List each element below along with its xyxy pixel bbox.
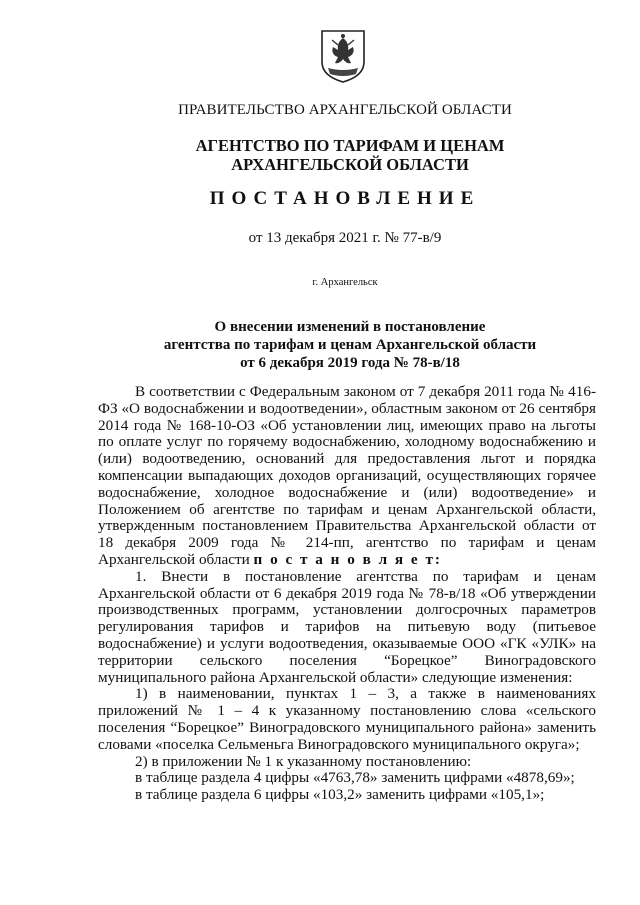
coat-of-arms-icon (318, 28, 368, 84)
item-1-2-paragraph: 2) в приложении № 1 к указанному постановлению: (135, 752, 472, 770)
document-date-number: от 13 декабря 2021 г. № 77-в/9 (248, 230, 442, 246)
preamble-text: В соответствии с Федеральным законом от 7 декабря 2011 года № 416-ФЗ «О водоснабжении и водоотведении», областным законом от 26 сентября 2014 года № 168-10-ОЗ «Об установлении лиц, имеющих право на льготы по оплате услуг по горячему водоснабжению, холодному водоснабжению и (или) водоотведению, оснований для предоставления льгот и порядка компенсации выпадающих доходов организаций, осуществляющих горячее водоснабжение, холодное водоснабжение и (или) водоотведение» и Положением об агентстве по тарифам и ценам Архангельской области, утвержденным постановлением Правительства Архангельской области от 18 декабря 2009 года № 214-пп, агентство по тарифам и ценам Архангельской области (98, 383, 596, 568)
document-subject (0, 318, 640, 372)
document-type: ПОСТАНОВЛЕНИЕ (209, 188, 481, 209)
item-1-paragraph: 1. Внести в постановление агентства по тарифам и ценам Архангельской области от 6 декабря 2019 года № 78-в/18 «Об утверждении производственных программ, установлении долгосрочных параметров регулирования тарифов и тарифов на питьевую воду (питьевое водоснабжение) и услуги водоотведения, оказываемые ООО «ГК «УЛК» на территории сельского поселения “Борецкое” Виноградовского муниципального района Архангельской области» следующие изменения: (98, 567, 596, 686)
item-1-2-a-paragraph: в таблице раздела 4 цифры «4763,78» заменить цифрами «4878,69»; (135, 769, 575, 787)
agency-name (0, 136, 640, 174)
agency-name-line: АРХАНГЕЛЬСКОЙ ОБЛАСТИ (231, 155, 469, 174)
subject-line: от 6 декабря 2019 года № 78-в/18 (240, 355, 460, 371)
subject-line: О внесении изменений в постановление (214, 319, 486, 335)
agency-name-line: АГЕНТСТВО ПО ТАРИФАМ И ЦЕНАМ (195, 136, 505, 155)
preamble-paragraph (98, 384, 596, 569)
document-body (98, 384, 596, 804)
item-1-1-paragraph: 1) в наименовании, пунктах 1 – 3, а также в наименованиях приложений № 1 – 4 к указанному постановлению слова «сельского поселения “Борецкое” Виноградовского муниципального района» заменить словами «поселка Сельменьга Виноградовского муниципального округа»; (98, 685, 596, 753)
subject-line: агентства по тарифам и ценам Архангельской области (163, 337, 537, 353)
government-name: ПРАВИТЕЛЬСТВО АРХАНГЕЛЬСКОЙ ОБЛАСТИ (178, 102, 512, 118)
item-1-2-b-paragraph: в таблице раздела 6 цифры «103,2» заменить цифрами «105,1»; (135, 786, 545, 804)
resolves-word: п о с т а н о в л я е т: (253, 550, 442, 568)
city-name: г. Архангельск (312, 277, 378, 288)
